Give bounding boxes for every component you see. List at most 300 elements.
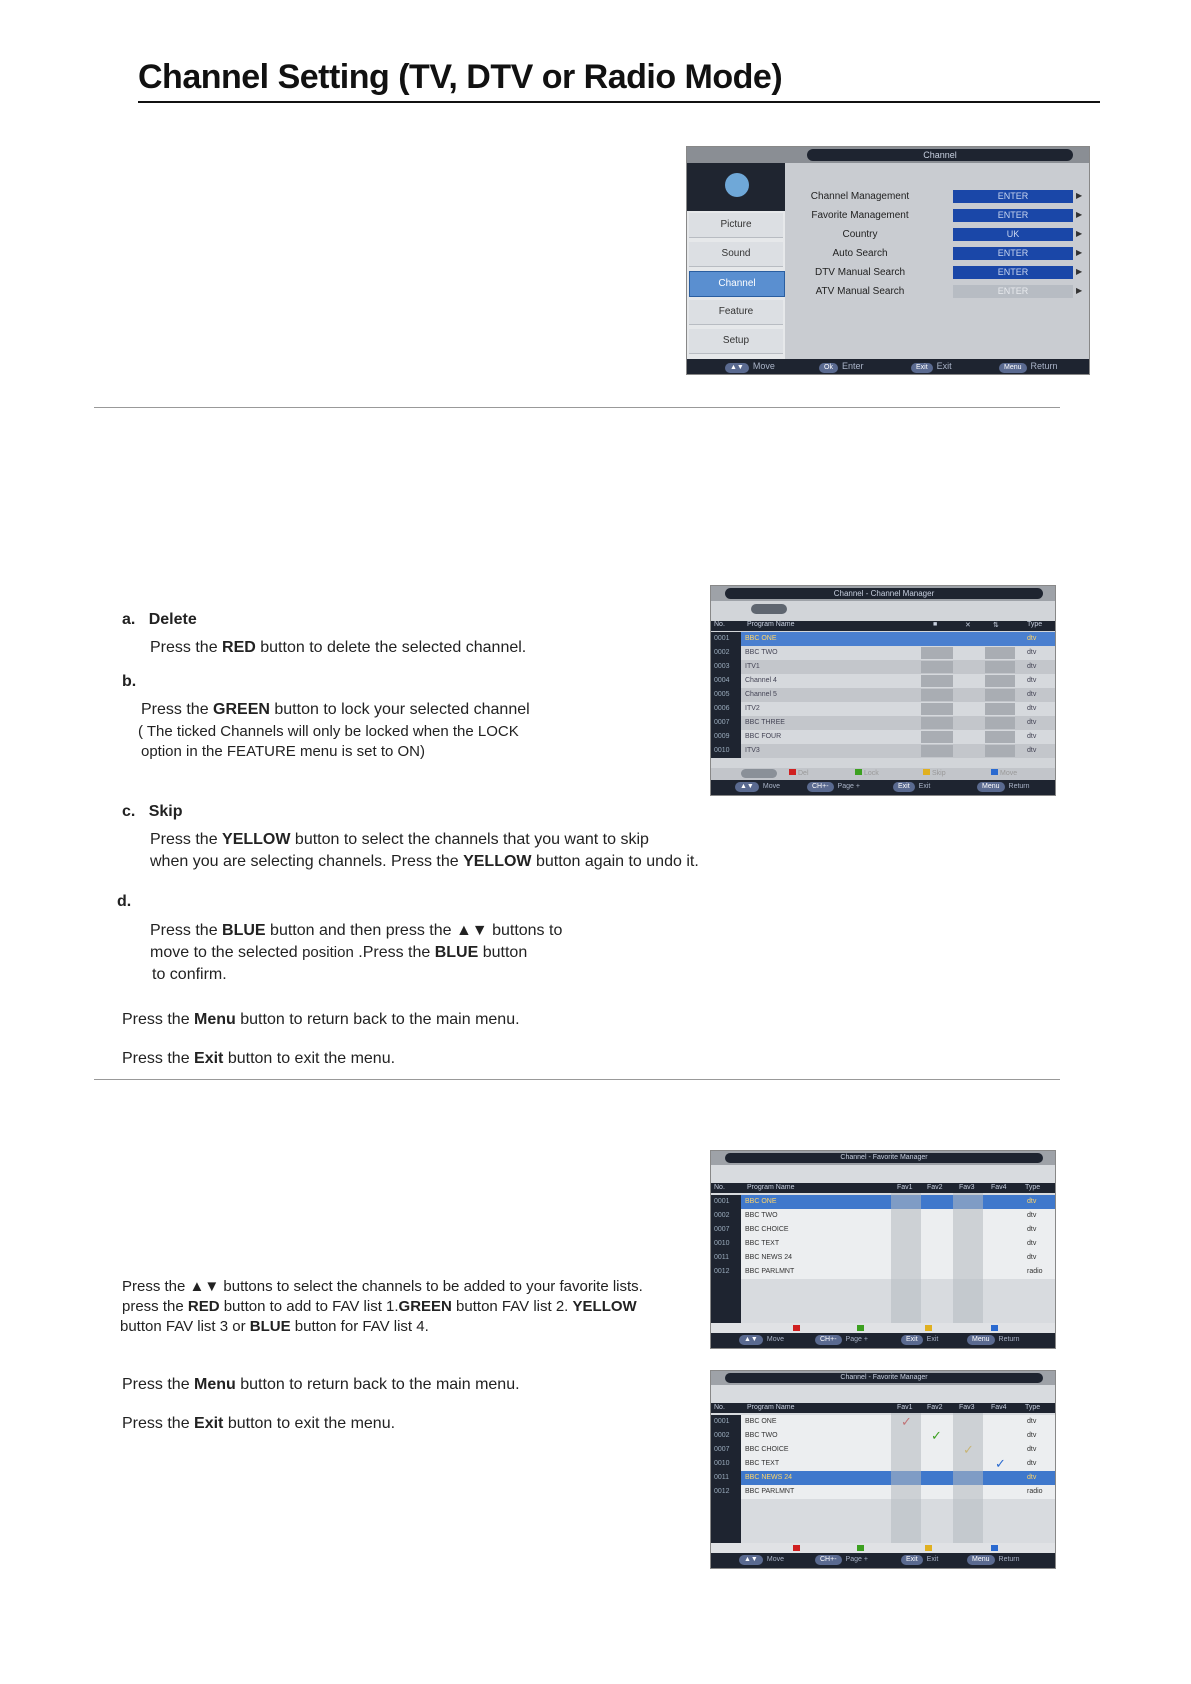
text: button FAV list 3 or xyxy=(120,1318,250,1335)
text: Press the xyxy=(141,701,214,718)
footer-label: Return xyxy=(1008,783,1030,790)
table-row[interactable] xyxy=(711,1195,1055,1209)
text: button to xyxy=(269,701,342,718)
menu-item-value[interactable]: ENTER xyxy=(953,209,1073,222)
red-square-icon xyxy=(789,769,796,775)
menu-item-value[interactable]: ENTER xyxy=(953,266,1073,279)
item-b-note-1: ( The ticked Channels will only be locked when the LOCK xyxy=(138,723,519,740)
cell xyxy=(921,675,953,687)
row-no: 0002 xyxy=(711,1209,741,1223)
menu-header: Channel xyxy=(807,149,1073,161)
menu-instruction xyxy=(122,1011,520,1029)
arrow-right-icon: ▶ xyxy=(1076,229,1083,238)
key-yellow: YELLOW xyxy=(463,853,532,870)
key-pill: CH+- xyxy=(815,1555,842,1565)
cell xyxy=(985,731,1015,743)
key-pill: Exit xyxy=(893,782,915,792)
fav3-column xyxy=(953,1413,983,1543)
col-fav1: Fav1 xyxy=(897,1404,913,1411)
text: buttons to xyxy=(487,922,563,939)
row-type: dtv xyxy=(1027,1474,1037,1481)
text: Press the xyxy=(150,831,223,848)
cell xyxy=(985,717,1015,729)
text: button again to undo it. xyxy=(531,853,699,870)
col-no: No. xyxy=(714,621,725,628)
table-row[interactable] xyxy=(711,1209,1055,1223)
row-type: dtv xyxy=(1027,677,1037,684)
close-icon: ✕ xyxy=(965,622,971,629)
col-fav3: Fav3 xyxy=(959,1404,975,1411)
arrow-right-icon: ▶ xyxy=(1076,267,1083,276)
col-type: Type xyxy=(1025,1404,1041,1411)
key-exit: Exit xyxy=(194,1415,224,1432)
col-no: No. xyxy=(714,1184,725,1191)
legend-skip xyxy=(923,769,946,777)
row-type: dtv xyxy=(1027,663,1037,670)
cm-page-pill xyxy=(751,604,787,614)
item-c-text-2 xyxy=(150,853,699,871)
row-name: BBC TEXT xyxy=(745,1240,780,1247)
row-no: 0010 xyxy=(711,1457,741,1471)
col-type: Type xyxy=(1027,621,1043,628)
text: button to exit the menu. xyxy=(223,1050,396,1067)
table-row[interactable] xyxy=(711,1471,1055,1485)
row-name: BBC TWO xyxy=(745,1432,778,1439)
col-fav4: Fav4 xyxy=(991,1404,1007,1411)
cell xyxy=(921,717,953,729)
table-row[interactable] xyxy=(711,688,1055,702)
item-a-heading xyxy=(122,611,197,629)
cell xyxy=(985,745,1015,757)
text: button to delete the selected channel. xyxy=(255,639,527,656)
fav-text-1 xyxy=(122,1278,643,1295)
row-type: dtv xyxy=(1027,1446,1037,1453)
menu-item-value[interactable]: ENTER xyxy=(953,190,1073,203)
cell xyxy=(985,647,1015,659)
blue-square-icon xyxy=(991,769,998,775)
yellow-square-icon xyxy=(923,769,930,775)
footer-label: Exit xyxy=(926,1336,939,1343)
item-b-label: b. xyxy=(122,673,137,690)
cell xyxy=(985,661,1015,673)
col-fav1: Fav1 xyxy=(897,1184,913,1191)
table-row[interactable] xyxy=(711,1415,1055,1429)
cell xyxy=(921,703,953,715)
cell xyxy=(921,731,953,743)
key-pill: Exit xyxy=(901,1555,923,1565)
key-pill: ▲▼ xyxy=(739,1555,763,1565)
text: move xyxy=(150,944,190,961)
footer-label: Return xyxy=(998,1336,1020,1343)
col-no: No. xyxy=(714,1404,725,1411)
table-row[interactable] xyxy=(711,716,1055,730)
row-no: 0007 xyxy=(711,1223,741,1237)
row-name: BBC TWO xyxy=(745,649,778,656)
table-row[interactable] xyxy=(711,730,1055,744)
legend-label: Skip xyxy=(932,770,946,777)
tab-sound[interactable]: Sound xyxy=(689,242,783,267)
row-no: 0010 xyxy=(711,1237,741,1251)
green-square-icon xyxy=(855,769,862,775)
cm-header: Channel - Channel Manager xyxy=(725,588,1043,599)
col-name: Program Name xyxy=(747,1404,795,1411)
item-c-label: c. xyxy=(122,803,136,820)
tab-setup[interactable]: Setup xyxy=(689,329,783,354)
table-row[interactable] xyxy=(711,1443,1055,1457)
footer-exit xyxy=(911,361,952,373)
table-row[interactable] xyxy=(711,744,1055,758)
table-row[interactable] xyxy=(711,1429,1055,1443)
key-pill: CH+- xyxy=(807,782,834,792)
text: Press the xyxy=(122,1376,195,1393)
footer-label: Enter xyxy=(841,361,864,371)
row-no: 0012 xyxy=(711,1265,741,1279)
footer-move xyxy=(739,1335,784,1345)
fav-menu-instruction xyxy=(122,1376,520,1394)
fav-exit-instruction xyxy=(122,1415,395,1433)
row-name: BBC PARLMNT xyxy=(745,1268,795,1275)
text: Press the xyxy=(122,1050,195,1067)
menu-item-label: ATV Manual Search xyxy=(815,286,905,297)
cm-legend xyxy=(711,768,1055,780)
tab-feature[interactable]: Feature xyxy=(689,300,783,325)
text: button for FAV list 4. xyxy=(290,1318,429,1335)
row-name: BBC THREE xyxy=(745,719,785,726)
arrow-right-icon: ▶ xyxy=(1076,286,1083,295)
row-name: BBC CHOICE xyxy=(745,1446,789,1453)
fav-footer xyxy=(711,1333,1055,1348)
table-row[interactable] xyxy=(711,660,1055,674)
row-no: 0011 xyxy=(711,1251,741,1265)
row-type: dtv xyxy=(1027,705,1037,712)
footer-label: Exit xyxy=(918,783,931,790)
item-a-text xyxy=(150,639,526,657)
text: Press the xyxy=(150,922,223,939)
key-pill: ▲▼ xyxy=(739,1335,763,1345)
menu-item-label: Auto Search xyxy=(832,248,888,259)
row-no: 0001 xyxy=(711,632,741,646)
legend-label: Lock xyxy=(864,770,879,777)
check-icon: ✓ xyxy=(931,1428,942,1443)
row-type: dtv xyxy=(1027,635,1037,642)
row-name: BBC CHOICE xyxy=(745,1226,789,1233)
row-type: dtv xyxy=(1027,1240,1037,1247)
row-no: 0010 xyxy=(711,744,741,758)
footer-move xyxy=(739,1555,784,1565)
item-b-note-2: option in the FEATURE menu is set to ON) xyxy=(141,743,425,760)
menu-item-value[interactable]: UK xyxy=(953,228,1073,241)
row-type: dtv xyxy=(1027,747,1037,754)
item-c-text-1 xyxy=(150,831,649,849)
key-menu: Menu xyxy=(194,1011,236,1028)
item-b-text xyxy=(141,701,530,719)
key-yellow: YELLOW xyxy=(222,831,291,848)
trash-icon: ■ xyxy=(933,621,938,628)
item-c-heading xyxy=(122,803,182,821)
legend-del xyxy=(789,769,809,777)
text: button to return back to the main menu. xyxy=(235,1376,520,1393)
satellite-dish-icon xyxy=(725,173,749,197)
text: button FAV list 2. xyxy=(451,1298,573,1315)
table-row[interactable] xyxy=(711,1457,1055,1471)
fav-legend xyxy=(711,1323,1055,1333)
menu-item-label: Favorite Management xyxy=(811,210,909,221)
col-fav2: Fav2 xyxy=(927,1404,943,1411)
row-name: BBC ONE xyxy=(745,635,777,642)
footer-exit xyxy=(901,1555,938,1565)
row-type: dtv xyxy=(1027,733,1037,740)
item-a-label: a. xyxy=(122,611,136,628)
key-pill: Menu xyxy=(977,782,1005,792)
blue-square-icon xyxy=(991,1545,998,1551)
menu-item-label: DTV Manual Search xyxy=(814,267,906,278)
footer-label: Exit xyxy=(936,361,952,371)
footer-return xyxy=(967,1335,1020,1345)
row-name: BBC TWO xyxy=(745,1212,778,1219)
footer-exit xyxy=(893,782,930,792)
footer-page xyxy=(815,1555,868,1565)
key-green: GREEN xyxy=(398,1298,452,1315)
row-type: dtv xyxy=(1027,1198,1037,1205)
row-name: BBC ONE xyxy=(745,1198,777,1205)
footer-label: Return xyxy=(1030,361,1058,371)
fav3-column xyxy=(953,1193,983,1323)
table-row[interactable] xyxy=(711,1265,1055,1279)
legend-lock xyxy=(855,769,879,777)
row-no: 0001 xyxy=(711,1415,741,1429)
fav-footer xyxy=(711,1553,1055,1568)
table-row[interactable] xyxy=(711,1485,1055,1499)
footer-return xyxy=(999,361,1058,373)
cell xyxy=(985,703,1015,715)
cell xyxy=(921,647,953,659)
footer-page xyxy=(815,1335,868,1345)
row-type: radio xyxy=(1027,1488,1043,1495)
key-exit: Exit xyxy=(194,1050,224,1067)
fav-empty-rows xyxy=(711,1499,741,1543)
key-blue: BLUE xyxy=(434,944,479,961)
row-no: 0012 xyxy=(711,1485,741,1499)
section-divider xyxy=(94,1079,1060,1080)
move-icon: ⇅ xyxy=(993,622,999,629)
row-name: BBC ONE xyxy=(745,1418,777,1425)
row-no: 0001 xyxy=(711,1195,741,1209)
row-no: 0005 xyxy=(711,688,741,702)
key-red: RED xyxy=(222,639,256,656)
favorite-manager-screenshot-2 xyxy=(710,1370,1056,1569)
up-down-arrows-icon: ▲▼ xyxy=(189,1278,220,1295)
row-type: radio xyxy=(1027,1268,1043,1275)
item-d-label: d. xyxy=(117,893,132,910)
col-name: Program Name xyxy=(747,1184,795,1191)
footer-return xyxy=(977,782,1030,792)
table-row[interactable] xyxy=(711,1251,1055,1265)
row-no: 0002 xyxy=(711,1429,741,1443)
footer-label: Move xyxy=(762,783,780,790)
row-name: BBC NEWS 24 xyxy=(745,1254,793,1261)
text: button to return back to the main menu. xyxy=(235,1011,520,1028)
table-row[interactable] xyxy=(711,1223,1055,1237)
section-divider xyxy=(94,407,1060,408)
row-no: 0011 xyxy=(711,1471,741,1485)
col-fav4: Fav4 xyxy=(991,1184,1007,1191)
text: Press the xyxy=(150,639,223,656)
green-square-icon xyxy=(857,1325,864,1331)
key-pill: CH+- xyxy=(815,1335,842,1345)
text: Press the xyxy=(122,1415,195,1432)
text: button to exit the menu. xyxy=(223,1415,396,1432)
fav-header: Channel - Favorite Manager xyxy=(725,1153,1043,1163)
footer-page xyxy=(807,782,860,792)
key-blue: BLUE xyxy=(222,922,266,939)
row-type: dtv xyxy=(1027,1212,1037,1219)
cm-footer xyxy=(711,780,1055,795)
fav-text-2 xyxy=(122,1298,637,1315)
key-pill: Menu xyxy=(999,363,1027,373)
text: button and then press the xyxy=(265,922,456,939)
footer-move xyxy=(735,782,780,792)
row-type: dtv xyxy=(1027,649,1037,656)
exit-instruction xyxy=(122,1050,395,1068)
yellow-square-icon xyxy=(925,1325,932,1331)
cell xyxy=(921,745,953,757)
footer-label: Page + xyxy=(845,1556,868,1563)
tab-channel[interactable]: Channel xyxy=(689,271,785,297)
legend-move xyxy=(991,769,1017,777)
row-no: 0004 xyxy=(711,674,741,688)
text: press the xyxy=(122,1298,188,1315)
table-row[interactable] xyxy=(711,702,1055,716)
menu-item-label: Channel Management xyxy=(810,191,910,202)
favorite-manager-screenshot-1 xyxy=(710,1150,1056,1349)
key-pill: ▲▼ xyxy=(735,782,759,792)
cell xyxy=(985,675,1015,687)
fav-header: Channel - Favorite Manager xyxy=(725,1373,1043,1383)
arrow-right-icon: ▶ xyxy=(1076,248,1083,257)
page-title: Channel Setting (TV, DTV or Radio Mode) xyxy=(138,58,783,96)
row-name: Channel 4 xyxy=(745,677,777,684)
text: Press the xyxy=(122,1278,190,1295)
key-pill: Menu xyxy=(967,1555,995,1565)
item-a-title: Delete xyxy=(148,611,197,628)
green-square-icon xyxy=(857,1545,864,1551)
row-no: 0006 xyxy=(711,702,741,716)
red-square-icon xyxy=(793,1545,800,1551)
row-name: ITV1 xyxy=(745,663,760,670)
key-pill: Exit xyxy=(911,363,933,373)
channel-manager-screenshot xyxy=(710,585,1056,796)
check-icon: ✓ xyxy=(995,1456,1006,1471)
arrow-right-icon: ▶ xyxy=(1076,210,1083,219)
row-name: ITV2 xyxy=(745,705,760,712)
table-row[interactable] xyxy=(711,674,1055,688)
row-name: BBC TEXT xyxy=(745,1460,780,1467)
fav1-column xyxy=(891,1413,921,1543)
table-row[interactable] xyxy=(711,1237,1055,1251)
row-name: BBC NEWS 24 xyxy=(745,1474,793,1481)
row-no: 0002 xyxy=(711,646,741,660)
footer-label: Move xyxy=(752,361,775,371)
item-d-text-1 xyxy=(150,922,562,940)
col-type: Type xyxy=(1025,1184,1041,1191)
footer-label: Page + xyxy=(845,1336,868,1343)
menu-item-value[interactable]: ENTER xyxy=(953,247,1073,260)
row-no: 0003 xyxy=(711,660,741,674)
fav-text-3 xyxy=(120,1318,429,1335)
text: Press the xyxy=(122,1011,195,1028)
row-no: 0009 xyxy=(711,730,741,744)
cm-column-header xyxy=(711,621,1055,631)
footer-exit xyxy=(901,1335,938,1345)
key-yellow: YELLOW xyxy=(572,1298,637,1315)
up-down-arrows-icon: ▲▼ xyxy=(455,922,488,939)
row-type: dtv xyxy=(1027,1418,1037,1425)
yellow-square-icon xyxy=(925,1545,932,1551)
row-type: dtv xyxy=(1027,691,1037,698)
menu-item-value[interactable]: ENTER xyxy=(953,285,1073,298)
footer-label: Move xyxy=(766,1556,784,1563)
arrow-right-icon: ▶ xyxy=(1076,191,1083,200)
legend-label: Move xyxy=(1000,770,1018,777)
red-square-icon xyxy=(793,1325,800,1331)
text: selected channel xyxy=(405,701,530,718)
row-type: dtv xyxy=(1027,1254,1037,1261)
title-rule xyxy=(138,101,1100,103)
table-row[interactable] xyxy=(711,632,1055,646)
col-fav2: Fav2 xyxy=(927,1184,943,1191)
row-name: ITV3 xyxy=(745,747,760,754)
row-name: BBC PARLMNT xyxy=(745,1488,795,1495)
row-type: dtv xyxy=(1027,719,1037,726)
menu-item-label: Country xyxy=(842,229,878,240)
text: .Press the xyxy=(353,944,435,961)
text: to the selected xyxy=(189,944,303,961)
blue-square-icon xyxy=(991,1325,998,1331)
row-no: 0007 xyxy=(711,1443,741,1457)
fav-column-header xyxy=(711,1403,1055,1413)
table-row[interactable] xyxy=(711,646,1055,660)
footer-label: Page + xyxy=(837,783,860,790)
text: buttons to select the channels to be added to your favorite lists. xyxy=(219,1278,643,1295)
legend-label: Del xyxy=(798,770,809,777)
text: position xyxy=(302,944,354,961)
row-name: Channel 5 xyxy=(745,691,777,698)
footer-label: Move xyxy=(766,1336,784,1343)
text: lock your xyxy=(341,701,406,718)
col-fav3: Fav3 xyxy=(959,1184,975,1191)
item-c-title: Skip xyxy=(148,803,183,820)
fav1-column xyxy=(891,1193,921,1323)
tab-picture[interactable]: Picture xyxy=(689,213,783,238)
fav-legend xyxy=(711,1543,1055,1553)
key-pill: Exit xyxy=(901,1335,923,1345)
cell xyxy=(921,689,953,701)
cm-legend-pill xyxy=(741,769,777,778)
text: button xyxy=(478,944,528,961)
row-type: dtv xyxy=(1027,1226,1037,1233)
key-red: RED xyxy=(187,1298,220,1315)
key-pill: ▲▼ xyxy=(725,363,749,373)
menu-footer xyxy=(687,359,1089,374)
key-blue: BLUE xyxy=(249,1318,291,1335)
row-no: 0007 xyxy=(711,716,741,730)
key-green: GREEN xyxy=(213,701,270,718)
footer-enter xyxy=(819,361,863,373)
menu-logo xyxy=(687,163,785,211)
footer-move xyxy=(725,361,775,373)
row-type: dtv xyxy=(1027,1460,1037,1467)
row-name: BBC FOUR xyxy=(745,733,782,740)
